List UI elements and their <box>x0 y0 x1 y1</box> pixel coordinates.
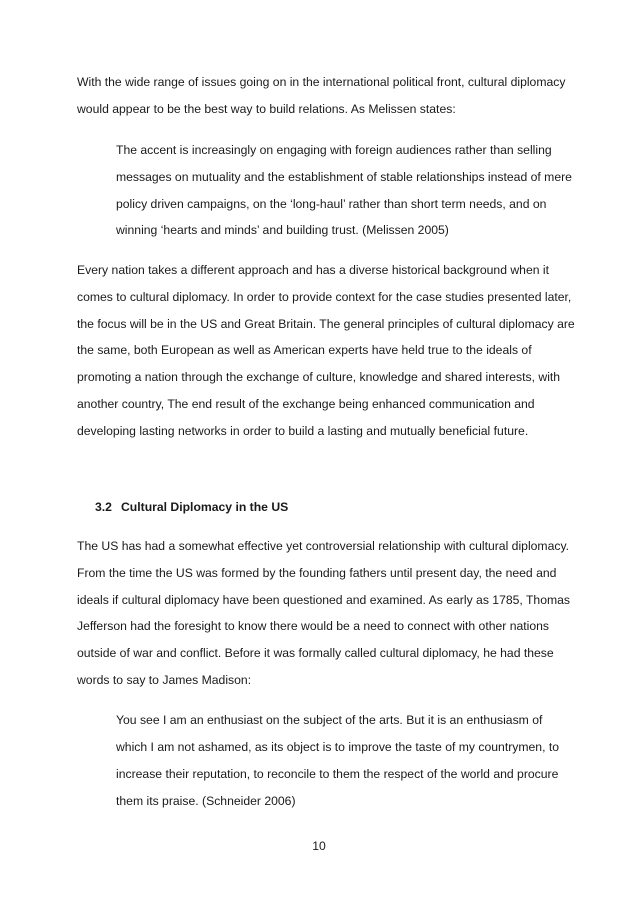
block-quote-1-line: winning ‘hearts and minds’ and building trust. (Melissen 2005) <box>116 223 449 237</box>
paragraph-2-line: developing lasting networks in order to build a lasting and mutually beneficial future. <box>77 424 529 438</box>
page-number: 10 <box>312 839 326 853</box>
paragraph-2-line: Every nation takes a different approach and has a diverse historical background when it <box>77 263 549 277</box>
paragraph-1-line: With the wide range of issues going on in the international political front, cultural diplomacy <box>77 75 566 89</box>
block-quote-2-line: them its praise. (Schneider 2006) <box>116 794 296 808</box>
paragraph-2-line: another country, The end result of the exchange being enhanced communication and <box>77 397 535 411</box>
block-quote-1-line: The accent is increasingly on engaging with foreign audiences rather than selling <box>116 143 552 157</box>
paragraph-3-line: From the time the US was formed by the founding fathers until present day, the need and <box>77 566 557 580</box>
section-number: 3.2 <box>95 500 112 514</box>
paragraph-1-line: would appear to be the best way to build relations. As Melissen states: <box>77 102 456 116</box>
paragraph-3-line: outside of war and conflict. Before it was formally called cultural diplomacy, he had these <box>77 646 554 660</box>
paragraph-3-line: The US has had a somewhat effective yet controversial relationship with cultural diplomacy. <box>77 539 570 553</box>
paragraph-3-line: ideals if cultural diplomacy have been questioned and examined. As early as 1785, Thomas <box>77 593 570 607</box>
block-quote-1-line: policy driven campaigns, on the ‘long-haul’ rather than short term needs, and on <box>116 197 547 211</box>
block-quote-2-line: which I am not ashamed, as its object is to improve the taste of my countrymen, to <box>116 740 560 754</box>
block-quote-2-line: increase their reputation, to reconcile to them the respect of the world and procure <box>116 767 559 781</box>
section-heading <box>95 499 288 515</box>
paragraph-2-line: the focus will be in the US and Great Britain. The general principles of cultural diplomacy are <box>77 317 575 331</box>
block-quote-2-line: You see I am an enthusiast on the subject of the arts. But it is an enthusiasm of <box>116 713 543 727</box>
paragraph-2-line: the same, both European as well as American experts have held true to the ideals of <box>77 343 532 357</box>
block-quote-1-line: messages on mutuality and the establishment of stable relationships instead of mere <box>116 170 572 184</box>
paragraph-3-line: words to say to James Madison: <box>77 673 252 687</box>
paragraph-2-line: comes to cultural diplomacy. In order to provide context for the case studies presented later, <box>77 290 572 304</box>
paragraph-2-line: promoting a nation through the exchange of culture, knowledge and shared interests, with <box>77 370 561 384</box>
section-title: Cultural Diplomacy in the US <box>121 500 289 514</box>
paragraph-3-line: Jefferson had the foresight to know there would be a need to connect with other nations <box>77 619 550 633</box>
